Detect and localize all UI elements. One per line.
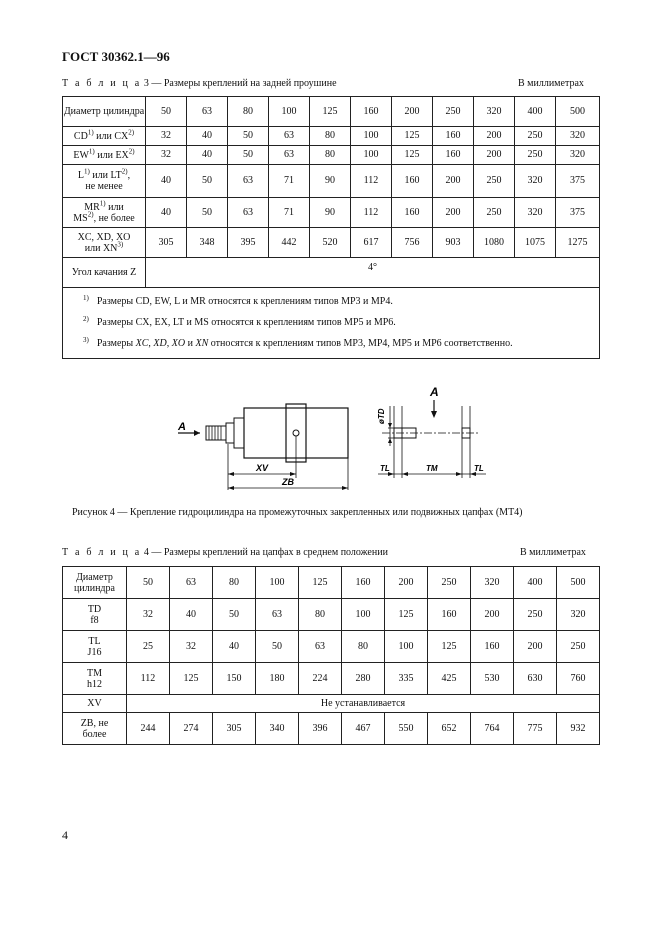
table3-cell: 1080 xyxy=(474,228,515,258)
table4-header-diameter: 250 xyxy=(428,567,471,599)
table4-cell: 550 xyxy=(385,713,428,745)
table4-caption xyxy=(62,547,388,558)
td-label: øTD xyxy=(377,408,386,424)
table3-cell: 63 xyxy=(228,165,269,198)
td-arrow-top xyxy=(388,423,392,428)
table4-cell: 80 xyxy=(342,631,385,663)
table4-cell: 112 xyxy=(127,663,170,695)
td-arrow-bottom xyxy=(388,438,392,443)
table3-header-diameter: 50 xyxy=(146,97,187,127)
table4-row-label: TL J16 xyxy=(63,631,127,663)
table4-cell: 250 xyxy=(557,631,600,663)
table3-cell: 112 xyxy=(351,165,392,198)
table3-cell: 71 xyxy=(269,198,310,228)
table3-footnote: $^{2)}$ Размеры CX, EX, LT и MS относятся к креплениям типов МР5 и МР6. xyxy=(83,314,396,328)
table4-header-diameter: 400 xyxy=(514,567,557,599)
table3-header-diameter: 100 xyxy=(269,97,310,127)
table4-cell: 50 xyxy=(213,599,256,631)
table3-swing-value: 4° xyxy=(146,258,600,288)
table3-cell: 63 xyxy=(269,127,310,146)
table3-cell: 375 xyxy=(556,165,600,198)
table3-cell: 1275 xyxy=(556,228,600,258)
arrow-a-left-head xyxy=(194,430,200,436)
table3-header-diameter: 80 xyxy=(228,97,269,127)
table4-header-diameter: 50 xyxy=(127,567,170,599)
table4-xv-value: Не устанавливается xyxy=(127,695,600,713)
table4-cell: 63 xyxy=(299,631,342,663)
table4-zb-label: ZB, не более xyxy=(63,713,127,745)
table3-row-label: $L^{1)}$ или LT$^{2)}$, не менее xyxy=(63,165,146,198)
table3-row xyxy=(63,127,600,146)
table3-cell: 200 xyxy=(474,127,515,146)
table3-footnotes-row xyxy=(63,288,600,359)
tl-left-arrow-b xyxy=(402,472,408,476)
table4-row-label: TD f8 xyxy=(63,599,127,631)
table3-units: В миллиметрах xyxy=(518,78,584,89)
table3-row xyxy=(63,165,600,198)
table4-header-label: Диаметр цилиндра xyxy=(63,567,127,599)
table4-cell: 760 xyxy=(557,663,600,695)
table4-cell: 467 xyxy=(342,713,385,745)
table3-cell: 520 xyxy=(310,228,351,258)
table3-header-diameter: 400 xyxy=(515,97,556,127)
table3-cell: 395 xyxy=(228,228,269,258)
table4-header-diameter: 500 xyxy=(557,567,600,599)
table4-cell: 764 xyxy=(471,713,514,745)
document-header: ГОСТ 30362.1—96 xyxy=(62,49,170,64)
table3-cell: 160 xyxy=(392,165,433,198)
table3-row xyxy=(63,198,600,228)
table3-cell: 200 xyxy=(474,146,515,165)
table4-header-diameter: 200 xyxy=(385,567,428,599)
table3-cell: 100 xyxy=(351,127,392,146)
table3-cell: 32 xyxy=(146,146,187,165)
table4-cell: 100 xyxy=(385,631,428,663)
table4-cell: 932 xyxy=(557,713,600,745)
table4-cell: 530 xyxy=(471,663,514,695)
table3-cell: 250 xyxy=(474,198,515,228)
xv-arrow-left xyxy=(228,472,234,476)
table3-header-diameter: 320 xyxy=(474,97,515,127)
rod-body xyxy=(226,423,234,443)
table3-swing-label: Угол качания Z xyxy=(63,258,146,288)
table4 xyxy=(62,566,600,745)
table3-caption xyxy=(62,78,337,89)
cylinder-head xyxy=(234,418,244,448)
table4-header-diameter: 63 xyxy=(170,567,213,599)
table3-header-diameter: 160 xyxy=(351,97,392,127)
xv-label: XV xyxy=(256,463,269,473)
table4-cell: 150 xyxy=(213,663,256,695)
table4-cell: 32 xyxy=(170,631,213,663)
table3-row-label: CD$^{1)}$ или CX$^{2)}$ xyxy=(63,127,146,146)
table3-cell: 50 xyxy=(187,198,228,228)
table3-cell: 40 xyxy=(146,198,187,228)
table4-units: В миллиметрах xyxy=(520,547,586,558)
table4-cell: 125 xyxy=(385,599,428,631)
table4-cell: 200 xyxy=(514,631,557,663)
table4-cell: 40 xyxy=(213,631,256,663)
table3-cell: 125 xyxy=(392,127,433,146)
arrow-a-right-head xyxy=(431,411,437,418)
table3-cell: 320 xyxy=(556,127,600,146)
table3-cell: 1075 xyxy=(515,228,556,258)
table3-row xyxy=(63,228,600,258)
table3-cell: 125 xyxy=(392,146,433,165)
table4-cell: 50 xyxy=(256,631,299,663)
table4-cell: 630 xyxy=(514,663,557,695)
table4-cell: 425 xyxy=(428,663,471,695)
table3-cell: 50 xyxy=(228,146,269,165)
table4-cell: 280 xyxy=(342,663,385,695)
zb-label: ZB xyxy=(282,477,294,487)
table3-cell: 756 xyxy=(392,228,433,258)
table3-row-label: MR$^{1)}$ или MS$^{2)}$, не более xyxy=(63,198,146,228)
table3-caption-prefix: Т а б л и ц а xyxy=(62,78,142,89)
tl-right-label: TL xyxy=(474,464,484,473)
table3-cell: 200 xyxy=(433,165,474,198)
table3-cell: 160 xyxy=(433,127,474,146)
table4-cell: 63 xyxy=(256,599,299,631)
table4-caption-number: 4 xyxy=(143,547,149,558)
arrow-a-right-label: A xyxy=(430,385,439,399)
table3-cell: 90 xyxy=(310,165,351,198)
zb-arrow-right xyxy=(342,486,348,490)
table3-cell: 40 xyxy=(187,127,228,146)
table3-cell: 250 xyxy=(515,146,556,165)
table4-cell: 775 xyxy=(514,713,557,745)
table4-row xyxy=(63,599,600,631)
table3-row-label: XC, XD, XO или XN$^{3)}$ xyxy=(63,228,146,258)
table4-cell: 320 xyxy=(557,599,600,631)
table4-cell: 160 xyxy=(428,599,471,631)
table4-cell: 274 xyxy=(170,713,213,745)
table3-cell: 63 xyxy=(228,198,269,228)
table4-row xyxy=(63,663,600,695)
table4-cell: 652 xyxy=(428,713,471,745)
table3-footnotes xyxy=(63,288,600,359)
table4-zb-row xyxy=(63,713,600,745)
table4-header-diameter: 320 xyxy=(471,567,514,599)
table3-cell: 63 xyxy=(269,146,310,165)
figure4-caption: Рисунок 4 — Крепление гидроцилиндра на промежуточных закрепленных или подвижных цапфах (МТ4) xyxy=(72,507,523,518)
table3-cell: 90 xyxy=(310,198,351,228)
table3-cell: 100 xyxy=(351,146,392,165)
table3-row xyxy=(63,146,600,165)
table3-cell: 320 xyxy=(515,165,556,198)
table4-header-diameter: 160 xyxy=(342,567,385,599)
table3-cell: 40 xyxy=(187,146,228,165)
table4-cell: 125 xyxy=(428,631,471,663)
trunnion-pin xyxy=(293,430,299,436)
table3-footnote: $^{3)}$ Размеры XC, XD, XO и XN относятся к креплениям типов МР3, МР4, МР5 и МР6 соответственно. xyxy=(83,335,513,349)
table4-cell: 80 xyxy=(299,599,342,631)
table3-cell: 320 xyxy=(556,146,600,165)
table4-header-diameter: 100 xyxy=(256,567,299,599)
table3-cell: 617 xyxy=(351,228,392,258)
table3-header-diameter: 500 xyxy=(556,97,600,127)
table4-cell: 200 xyxy=(471,599,514,631)
table3-cell: 112 xyxy=(351,198,392,228)
table4-cell: 335 xyxy=(385,663,428,695)
table4-cell: 40 xyxy=(170,599,213,631)
table3-caption-text: — Размеры креплений на задней проушине xyxy=(151,78,337,89)
table3-cell: 348 xyxy=(187,228,228,258)
table4-cell: 125 xyxy=(170,663,213,695)
table3-cell: 442 xyxy=(269,228,310,258)
table4-row xyxy=(63,631,600,663)
table4-xv-row xyxy=(63,695,600,713)
table4-caption-text: — Размеры креплений на цапфах в среднем положении xyxy=(151,547,388,558)
table3-cell: 160 xyxy=(433,146,474,165)
table3-cell: 200 xyxy=(433,198,474,228)
table3-cell: 71 xyxy=(269,165,310,198)
table3-header-diameter: 250 xyxy=(433,97,474,127)
table3-cell: 80 xyxy=(310,127,351,146)
table3-cell: 305 xyxy=(146,228,187,258)
xv-arrow-right xyxy=(290,472,296,476)
arrow-a-left-label: A xyxy=(178,421,186,433)
table3-cell: 50 xyxy=(228,127,269,146)
zb-arrow-left xyxy=(228,486,234,490)
table3-cell: 320 xyxy=(515,198,556,228)
rod-thread xyxy=(209,426,221,440)
table4-header-row xyxy=(63,567,600,599)
table3-cell: 250 xyxy=(474,165,515,198)
table3-cell: 160 xyxy=(392,198,433,228)
table3-row-label: EW$^{1)}$ или EX$^{2)}$ xyxy=(63,146,146,165)
table4-caption-prefix: Т а б л и ц а xyxy=(62,547,142,558)
table3-cell: 903 xyxy=(433,228,474,258)
table3-swing-row xyxy=(63,258,600,288)
table4-cell: 244 xyxy=(127,713,170,745)
table3-header-label: Диаметр цилиндра xyxy=(63,97,146,127)
table4-cell: 396 xyxy=(299,713,342,745)
table3-header-diameter: 63 xyxy=(187,97,228,127)
table3 xyxy=(62,96,600,359)
table3-cell: 250 xyxy=(515,127,556,146)
table3-cell: 50 xyxy=(187,165,228,198)
tm-label: TM xyxy=(426,464,438,473)
table3-cell: 40 xyxy=(146,165,187,198)
figure4-drawing xyxy=(170,378,500,498)
table4-cell: 250 xyxy=(514,599,557,631)
table3-cell: 80 xyxy=(310,146,351,165)
table3-header-row xyxy=(63,97,600,127)
page-number: 4 xyxy=(62,828,68,842)
tm-arrow-right xyxy=(456,472,462,476)
table3-caption-number: 3 xyxy=(143,78,149,89)
table4-cell: 180 xyxy=(256,663,299,695)
table4-cell: 160 xyxy=(471,631,514,663)
table3-header-diameter: 200 xyxy=(392,97,433,127)
table4-xv-label: XV xyxy=(63,695,127,713)
table4-cell: 25 xyxy=(127,631,170,663)
table4-cell: 340 xyxy=(256,713,299,745)
table4-header-diameter: 80 xyxy=(213,567,256,599)
table3-header-diameter: 125 xyxy=(310,97,351,127)
tl-left-label: TL xyxy=(380,464,390,473)
table4-cell: 100 xyxy=(342,599,385,631)
table4-row-label: TM h12 xyxy=(63,663,127,695)
table3-cell: 32 xyxy=(146,127,187,146)
table3-cell: 375 xyxy=(556,198,600,228)
table4-cell: 32 xyxy=(127,599,170,631)
table4-cell: 224 xyxy=(299,663,342,695)
table3-footnote: $^{1)}$ Размеры CD, EW, L и MR относятся к креплениям типов МР3 и МР4. xyxy=(83,293,393,307)
table4-header-diameter: 125 xyxy=(299,567,342,599)
table4-cell: 305 xyxy=(213,713,256,745)
